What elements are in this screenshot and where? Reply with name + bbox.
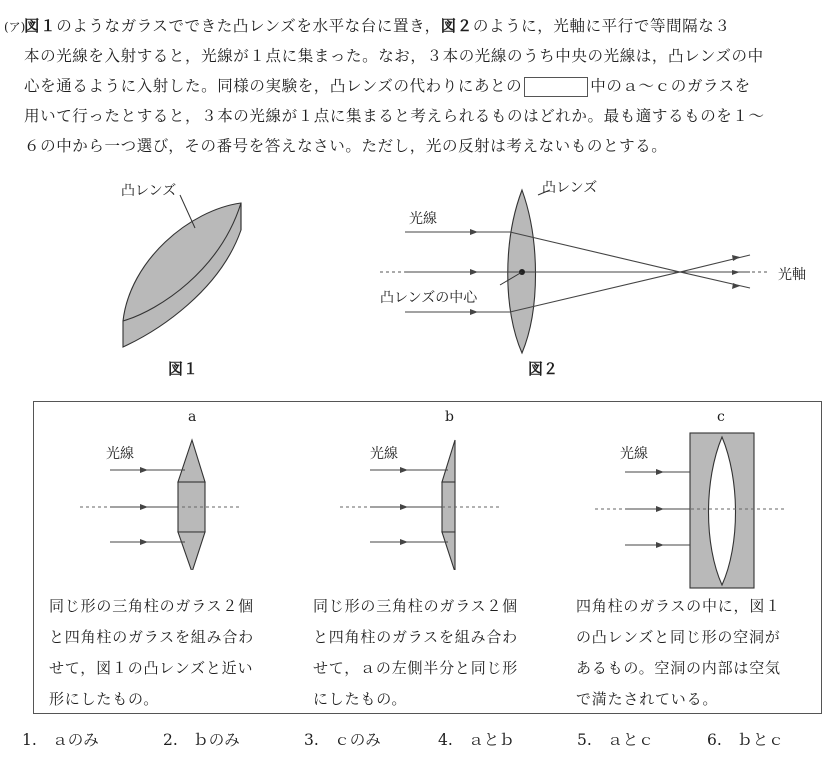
arrow xyxy=(400,467,408,473)
triangle-prism-top xyxy=(178,440,205,482)
option-c-desc xyxy=(576,591,781,715)
option-a-figure xyxy=(80,430,250,570)
question-label: (ア) xyxy=(4,20,26,34)
arrow xyxy=(470,269,478,275)
option-a-letter: a xyxy=(188,409,197,425)
arrow xyxy=(140,539,148,545)
fig2-ray-label: 光線 xyxy=(409,211,437,227)
question-line-4: 用いて行ったとすると，３本の光線が１点に集まると考えられるものはどれか。最も適するものを１～ xyxy=(24,107,765,125)
desc-line: 四角柱のガラスの中に，図１ xyxy=(576,597,781,615)
fig2-lens-label: 凸レンズ xyxy=(542,180,598,196)
triangle-prism-bottom xyxy=(178,532,205,570)
answer-6[interactable]: 6. ｂとｃ xyxy=(707,731,784,749)
arrow xyxy=(470,229,478,235)
answer-3[interactable]: 3. ｃのみ xyxy=(304,731,381,749)
fig2-axis-label: 光軸 xyxy=(778,267,806,283)
figure-2 xyxy=(370,170,770,360)
option-c-letter: c xyxy=(717,409,725,425)
desc-line: 形にしたもの。 xyxy=(49,690,160,708)
blank-box xyxy=(524,77,588,97)
fig2-caption: 図２ xyxy=(528,360,559,378)
arrow xyxy=(656,542,664,548)
fig1-lens-label: 凸レンズ xyxy=(121,183,177,199)
arrow xyxy=(656,469,664,475)
leader-line xyxy=(180,195,195,228)
question-line-3 xyxy=(24,74,751,97)
question-text: のようなガラスでできた凸レンズを水平な台に置き， xyxy=(56,17,441,35)
option-b-desc xyxy=(313,591,518,715)
question-line-1 xyxy=(24,14,730,36)
ray-top xyxy=(405,232,750,272)
desc-line: にしたもの。 xyxy=(313,690,408,708)
option-a-desc xyxy=(49,591,254,715)
question-text: のように，光軸に平行で等間隔な３ xyxy=(472,17,731,35)
triangle-prism-bottom xyxy=(442,532,455,570)
arrow xyxy=(470,309,478,315)
desc-line: の凸レンズと同じ形の空洞が xyxy=(576,628,781,646)
answer-2[interactable]: 2. ｂのみ xyxy=(163,731,240,749)
option-c-figure xyxy=(590,425,790,595)
desc-line: あるもの。空洞の内部は空気 xyxy=(576,659,781,677)
question-text: 心を通るように入射した。同様の実験を，凸レンズの代わりにあとの xyxy=(24,77,523,95)
desc-line: で満たされている。 xyxy=(576,690,719,708)
question-line-5: ６の中から一つ選び，その番号を答えなさい。ただし，光の反射は考えないものとする。 xyxy=(24,137,668,155)
lens-3d-body xyxy=(123,203,241,347)
fig2-center-label: 凸レンズの中心 xyxy=(380,290,478,306)
question-text: 中のａ～ｃのガラスを xyxy=(590,77,751,95)
arrow xyxy=(400,504,408,510)
fig1-ref: 図１ xyxy=(24,16,57,35)
arrow xyxy=(140,504,148,510)
option-b-ray-label: 光線 xyxy=(370,446,398,462)
desc-line: せて，図１の凸レンズと近い xyxy=(49,659,254,677)
answer-1[interactable]: 1. ａのみ xyxy=(22,731,99,749)
option-b-letter: b xyxy=(445,409,454,425)
option-a-ray-label: 光線 xyxy=(106,446,134,462)
option-c-ray-label: 光線 xyxy=(620,446,648,462)
desc-line: と四角柱のガラスを組み合わ xyxy=(313,628,518,646)
arrow xyxy=(140,467,148,473)
fig1-caption: 図１ xyxy=(168,360,199,378)
option-b-figure xyxy=(340,430,510,570)
answer-4[interactable]: 4. ａとｂ xyxy=(438,731,515,749)
desc-line: と四角柱のガラスを組み合わ xyxy=(49,628,254,646)
question-line-2: 本の光線を入射すると，光線が１点に集まった。なお，３本の光線のうち中央の光線は，凸レンズの中 xyxy=(24,47,764,65)
desc-line: 同じ形の三角柱のガラス２個 xyxy=(49,597,254,615)
desc-line: 同じ形の三角柱のガラス２個 xyxy=(313,597,518,615)
arrow xyxy=(732,283,740,289)
triangle-prism-top xyxy=(442,440,455,482)
desc-line: せて，ａの左側半分と同じ形 xyxy=(313,659,519,677)
arrow xyxy=(400,539,408,545)
answer-5[interactable]: 5. ａとｃ xyxy=(577,731,654,749)
fig2-ref: 図２ xyxy=(440,16,473,35)
arrow xyxy=(656,506,664,512)
